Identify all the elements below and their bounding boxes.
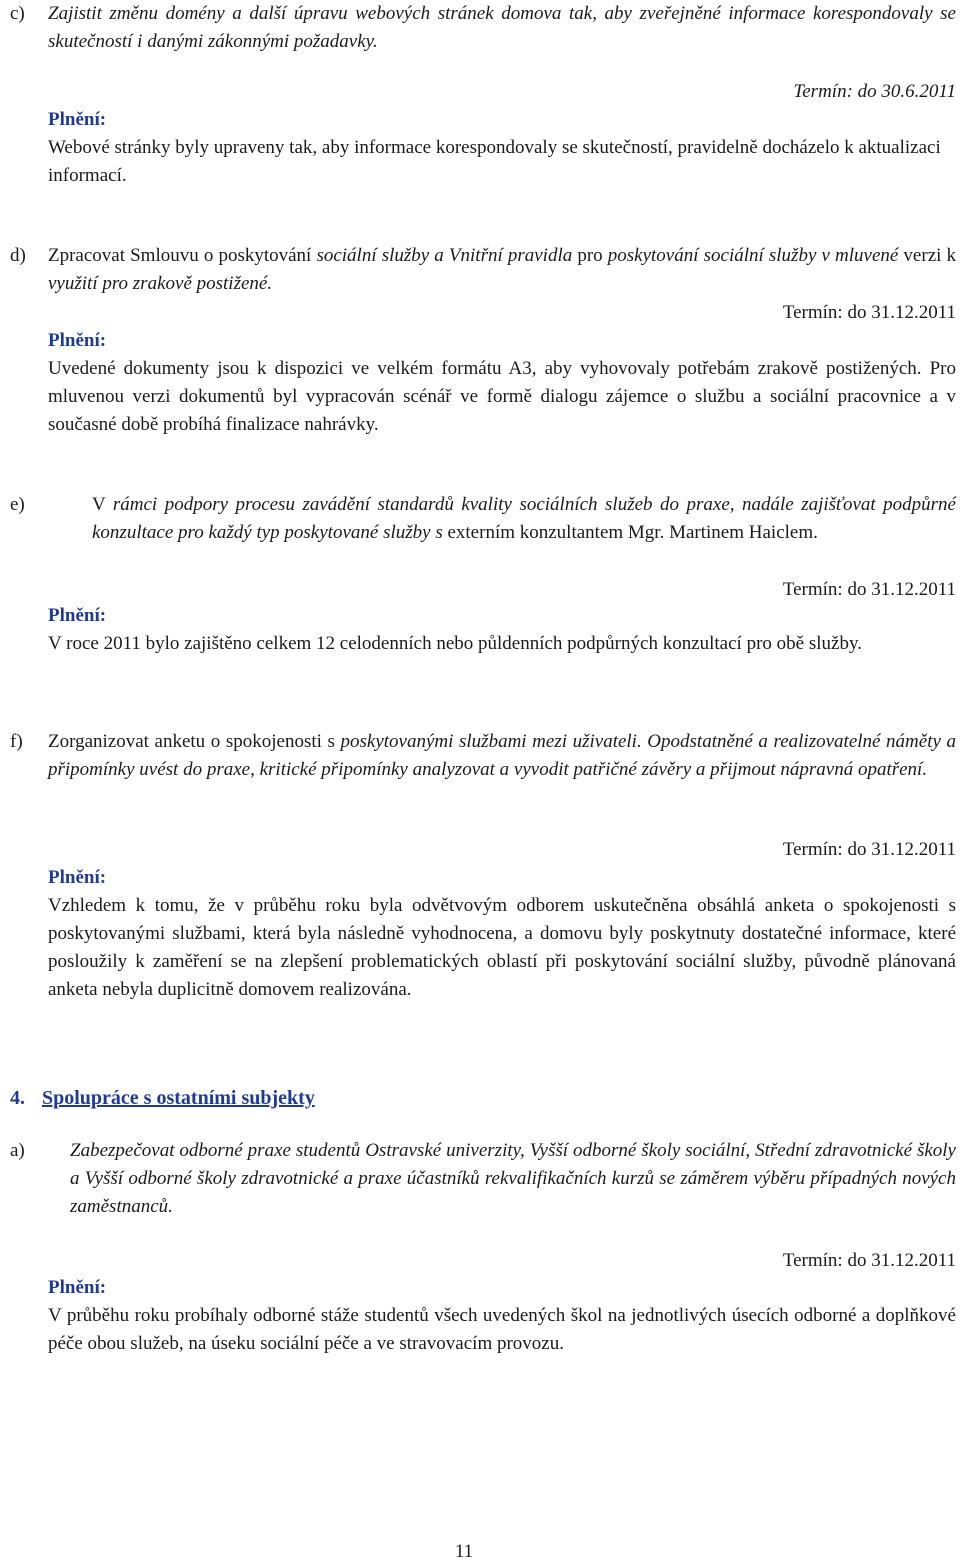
section-title: Spolupráce s ostatními subjekty bbox=[42, 1087, 315, 1109]
section4-item-a-term: Termín: do 31.12.2011 bbox=[782, 1250, 956, 1271]
item-d-text bbox=[48, 242, 956, 298]
item-c-term: Termín: do 30.6.2011 bbox=[793, 81, 956, 102]
item-e-label: e) bbox=[10, 494, 25, 515]
item-e-plneni-label: Plnění: bbox=[48, 605, 107, 626]
item-f-plneni-label: Plnění: bbox=[48, 867, 107, 888]
item-e-plneni-text: V roce 2011 bylo zajištěno celkem 12 celodenních nebo půldenních podpůrných konzultací pro obě služby. bbox=[48, 633, 862, 654]
item-e-text-part: rámci podpory procesu zavádění standardů kvality sociálních služeb do praxe, nadále zajišťovat podpůrné konzultace pro každý typ poskytované služby s bbox=[92, 494, 956, 543]
item-d-label: d) bbox=[10, 245, 26, 266]
item-f-label: f) bbox=[10, 731, 23, 752]
item-d-text-part: pro bbox=[572, 245, 608, 266]
section4-item-a-plneni-text: V průběhu roku probíhaly odborné stáže studentů všech uvedených škol na jednotlivých úsecích odborné a doplňkové péče obou služeb, na úseku sociální péče a ve stravovacím provozu. bbox=[48, 1305, 956, 1354]
item-d-text-part: poskytování sociální služby v mluvené bbox=[607, 245, 899, 266]
item-f-plneni-text: Vzhledem k tomu, že v průběhu roku byla odvětvovým odborem uskutečněna obsáhlá anketa o spokojenosti s poskytovanými službami, která byla následně vyhodnocena, a domovu byly poskytnuty dostatečné informace, které posloužily k zaměření se na zlepšení problematických oblastí při poskytování sociální služby, původně plánovaná anketa nebyla duplicitně domovem realizována. bbox=[48, 895, 956, 1000]
item-c-plneni-label: Plnění: bbox=[48, 109, 107, 130]
item-d-text-part: využití pro zrakově postižené. bbox=[48, 273, 273, 294]
item-e-text-part: externím konzultantem Mgr. Martinem Haiclem. bbox=[442, 522, 818, 543]
section-number: 4. bbox=[10, 1087, 25, 1109]
item-d-plneni-label: Plnění: bbox=[48, 330, 107, 351]
item-e-term: Termín: do 31.12.2011 bbox=[782, 579, 956, 600]
item-d-text-part: sociální služby a Vnitřní pravidla bbox=[316, 245, 573, 266]
section4-item-a-plneni-label: Plnění: bbox=[48, 1277, 107, 1298]
item-f-text-part: Zorganizovat anketu o spokojenosti s bbox=[48, 731, 341, 752]
item-f-text-part: poskytovanými službami mezi uživateli. Opodstatněné a realizovatelné náměty a připomínky uvést do praxe, kritické připomínky analyzovat a vyvodit patřičné závěry a přijmout nápravná opatření. bbox=[48, 731, 957, 780]
section4-item-a-text: Zabezpečovat odborné praxe studentů Ostravské univerzity, Vyšší odborné školy sociální, Střední zdravotnické školy a Vyšší odborné školy zdravotnické a praxe účastníků rekvalifikačních kurzů se záměrem výběru případných nových zaměstnanců. bbox=[70, 1140, 956, 1217]
item-e-text bbox=[92, 491, 956, 547]
item-e-text-part: V bbox=[92, 494, 113, 515]
item-f-term: Termín: do 31.12.2011 bbox=[782, 839, 956, 860]
item-d-term: Termín: do 31.12.2011 bbox=[782, 302, 956, 323]
item-c-text: Zajistit změnu domény a další úpravu webových stránek domova tak, aby zveřejněné informace korespondovaly se skutečností i danými zákonnými požadavky. bbox=[48, 3, 956, 52]
item-d-text-part: verzi k bbox=[898, 245, 957, 266]
page-number: 11 bbox=[454, 1541, 474, 1562]
item-d-plneni-text: Uvedené dokumenty jsou k dispozici ve velkém formátu A3, aby vyhovovaly potřebám zrakově postižených. Pro mluvenou verzi dokumentů byl vypracován scénář ve formě dialogu zájemce o službu a sociální pracovnice a v současné době probíhá finalizace nahrávky. bbox=[48, 358, 956, 435]
item-c-label: c) bbox=[10, 3, 25, 24]
item-d-text-part: Zpracovat Smlouvu o poskytování bbox=[48, 245, 317, 266]
item-c-plneni-text: Webové stránky byly upraveny tak, aby informace korespondovaly se skutečností, pravidelně docházelo k aktualizaci informací. bbox=[48, 137, 941, 186]
section4-item-a-label: a) bbox=[10, 1140, 25, 1161]
item-f-text bbox=[48, 728, 956, 784]
